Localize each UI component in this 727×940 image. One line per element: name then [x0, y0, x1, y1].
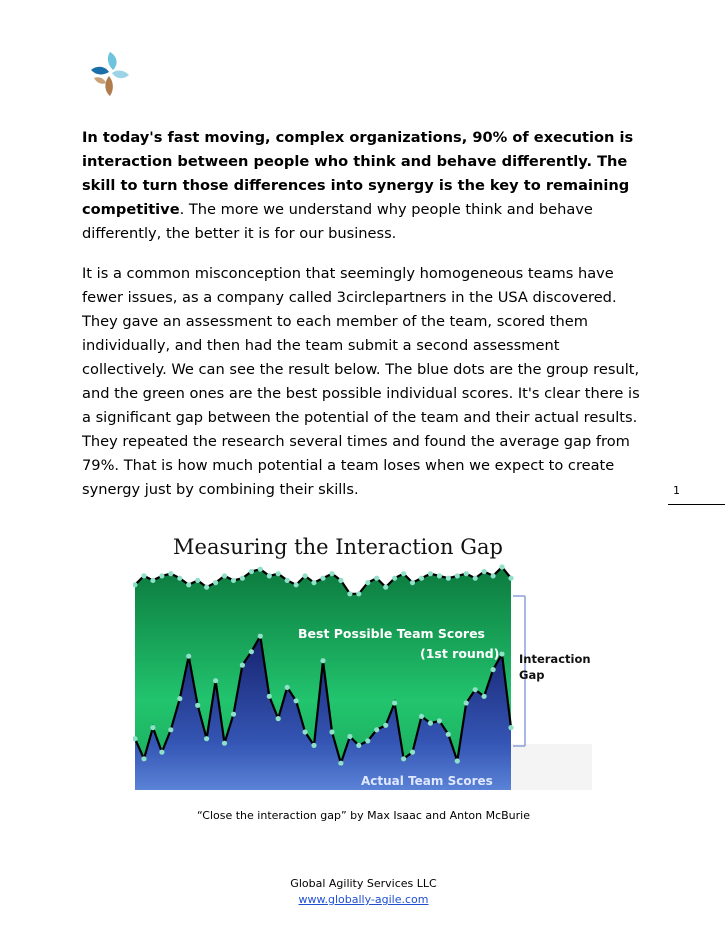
actual-score-point	[168, 727, 173, 732]
best-score-point	[419, 576, 424, 581]
best-score-point	[320, 576, 325, 581]
actual-score-point	[240, 663, 245, 668]
actual-score-point	[392, 700, 397, 705]
actual-score-point	[499, 651, 504, 656]
logo-petal-bottom-left	[94, 77, 106, 84]
actual-score-point	[222, 741, 227, 746]
best-score-point	[428, 571, 433, 576]
actual-score-point	[285, 685, 290, 690]
best-score-point	[356, 591, 361, 596]
best-score-point	[240, 576, 245, 581]
chart-right-panel	[511, 744, 592, 790]
actual-score-point	[383, 723, 388, 728]
footer-link[interactable]: www.globally-agile.com	[298, 893, 429, 906]
actual-score-point	[347, 734, 352, 739]
best-score-point	[294, 582, 299, 587]
actual-score-point	[356, 743, 361, 748]
figure-caption: “Close the interaction gap” by Max Isaac and Anton McBurie	[196, 809, 531, 822]
actual-score-point	[464, 700, 469, 705]
best-score-point	[499, 564, 504, 569]
actual-score-point	[204, 736, 209, 741]
actual-score-point	[508, 725, 513, 730]
actual-score-point	[428, 721, 433, 726]
chart-title: Measuring the Interaction Gap	[173, 535, 503, 559]
best-score-point	[222, 573, 227, 578]
best-score-point	[508, 576, 513, 581]
gap-label-2: Gap	[519, 668, 545, 682]
actual-score-point	[249, 649, 254, 654]
best-score-point	[491, 573, 496, 578]
actual-score-point	[401, 756, 406, 761]
body-paragraph: It is a common misconception that seemingly homogeneous teams have fewer issues, as a company called 3circlepartners in the USA discovered. They gave an assessment to each member of the team, scored them individually, and then had the team submit a second assessment collectively. We can see the result below. The blue dots are the group result, and the green ones are the best possible individual scores. It's clear there is a significant gap between the potential of the team and their actual results. They repeated the research several times and found the average gap from 79%. That is how much potential a team loses when we expect to create synergy just by combining their skills.	[82, 265, 640, 498]
actual-score-point	[267, 694, 272, 699]
best-score-point	[177, 576, 182, 581]
best-score-point	[303, 573, 308, 578]
company-logo	[90, 50, 130, 98]
best-score-point	[195, 578, 200, 583]
blue-label: Actual Team Scores	[361, 774, 493, 788]
best-score-point	[347, 591, 352, 596]
actual-score-point	[258, 634, 263, 639]
intro-bold-text: In today's fast moving, complex organizations, 90% of execution is interaction between people who think and behave differently. The skill to turn those differences into synergy is the key to remaining competitive	[82, 129, 634, 218]
logo-petal-left	[91, 67, 109, 75]
best-score-point	[473, 576, 478, 581]
actual-score-point	[365, 738, 370, 743]
logo-petal-right	[112, 71, 129, 79]
actual-score-point	[482, 694, 487, 699]
best-score-point	[141, 573, 146, 578]
best-score-point	[267, 573, 272, 578]
gap-label-1: Interaction	[519, 652, 591, 666]
actual-score-point	[150, 725, 155, 730]
best-score-point	[329, 571, 334, 576]
intro-rest-text: . The more we understand why people think and behave differently, the better it is for our business.	[82, 201, 593, 242]
best-score-point	[249, 569, 254, 574]
actual-score-point	[455, 758, 460, 763]
best-score-point	[446, 576, 451, 581]
intro-paragraph	[82, 126, 642, 246]
actual-score-point	[410, 750, 415, 755]
best-score-point	[168, 571, 173, 576]
best-score-point	[311, 580, 316, 585]
actual-score-point	[329, 729, 334, 734]
logo-petal-bottom	[105, 76, 113, 96]
logo-petal-top	[108, 52, 117, 70]
best-score-point	[338, 578, 343, 583]
actual-score-point	[141, 756, 146, 761]
interaction-gap-chart	[133, 522, 592, 790]
best-score-point	[186, 582, 191, 587]
best-score-point	[464, 571, 469, 576]
best-score-point	[258, 567, 263, 572]
best-score-point	[455, 573, 460, 578]
footer-company: Global Agility Services LLC	[290, 877, 437, 890]
best-score-point	[213, 580, 218, 585]
best-score-point	[365, 580, 370, 585]
page-number: 1	[673, 484, 680, 497]
page-number-rule	[668, 504, 725, 505]
actual-score-point	[231, 712, 236, 717]
best-score-point	[437, 573, 442, 578]
actual-score-point	[491, 667, 496, 672]
actual-score-point	[374, 727, 379, 732]
green-label-1: Best Possible Team Scores	[298, 626, 485, 641]
best-score-point	[410, 580, 415, 585]
actual-score-point	[186, 654, 191, 659]
actual-score-point	[419, 714, 424, 719]
best-score-point	[204, 585, 209, 590]
actual-score-point	[311, 743, 316, 748]
best-score-point	[401, 571, 406, 576]
actual-score-point	[294, 698, 299, 703]
best-score-point	[374, 576, 379, 581]
actual-score-point	[338, 761, 343, 766]
actual-score-point	[159, 750, 164, 755]
best-score-point	[392, 576, 397, 581]
actual-score-point	[320, 658, 325, 663]
green-label-2: (1st round)	[420, 646, 500, 661]
actual-score-point	[213, 678, 218, 683]
actual-score-point	[177, 696, 182, 701]
best-score-point	[159, 573, 164, 578]
best-score-point	[150, 578, 155, 583]
best-score-point	[276, 571, 281, 576]
actual-score-point	[446, 732, 451, 737]
actual-score-point	[195, 703, 200, 708]
actual-score-point	[276, 716, 281, 721]
actual-score-point	[437, 718, 442, 723]
actual-score-point	[303, 729, 308, 734]
best-score-point	[383, 585, 388, 590]
actual-score-point	[473, 687, 478, 692]
best-score-point	[285, 578, 290, 583]
best-score-point	[482, 569, 487, 574]
best-score-point	[231, 578, 236, 583]
